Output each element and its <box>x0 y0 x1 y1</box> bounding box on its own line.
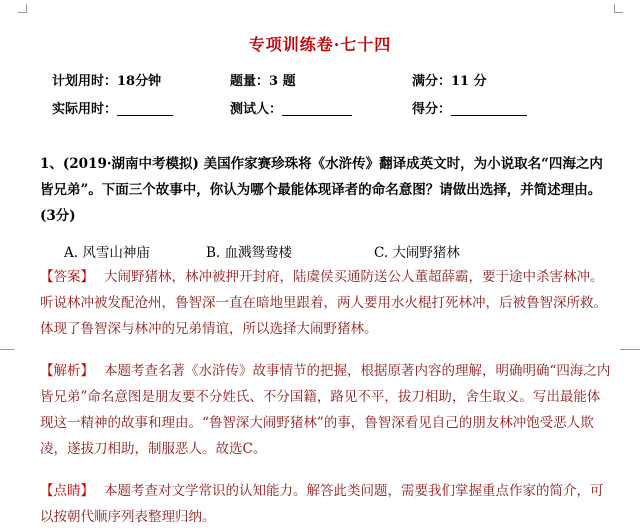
answer-block <box>40 264 612 342</box>
actual-time-label: 实际用时： <box>52 102 118 117</box>
answer-tag: 【答案】 <box>40 269 94 285</box>
corner-mark-top-left <box>18 4 27 13</box>
option-b: B. 血溅鸳鸯楼 <box>206 245 293 261</box>
score-field <box>412 98 527 117</box>
corner-mark-top-right <box>614 4 623 13</box>
option-c: C. 大闹野猪林 <box>374 245 460 261</box>
comment-tag: 【点睛】 <box>40 483 94 499</box>
score-label: 得分： <box>412 102 452 117</box>
question-count: 题量：3 题 <box>230 74 296 89</box>
full-score: 满分：11 分 <box>412 74 487 89</box>
tester-blank <box>282 101 352 116</box>
margin-mark-left <box>0 349 14 350</box>
document-title: 专项训练卷·七十四 <box>248 35 392 54</box>
question-text: 1、(2019·湖南中考模拟) 美国作家赛珍珠将《水浒传》翻译成英文时，为小说取名“四海之内皆兄弟”。下面三个故事中，你认为哪个最能体现译者的命名意图？请做出选择，并简述理由。(3分) <box>40 156 603 224</box>
actual-time-field <box>52 98 173 117</box>
option-a: A. 风雪山神庙 <box>64 245 150 261</box>
tester-field <box>230 98 352 117</box>
analysis-tag: 【解析】 <box>40 363 94 379</box>
plan-time: 计划用时：18分钟 <box>52 74 162 89</box>
margin-mark-right <box>620 349 640 350</box>
analysis-text: 本题考查名著《水浒传》故事情节的把握，根据原著内容的理解，明确明确“四海之内皆兄弟”命名意图是朋友要不分姓氏、不分国籍，路见不平，拔刀相助，舍生取义。写出最能体现这一精神的故事和理由。“鲁智深大闹野猪林”的事，鲁智深看见自己的朋友林冲饱受恶人欺凌，遂拔刀相助，制服恶人。故选C。 <box>40 363 611 457</box>
actual-time-blank <box>117 101 173 116</box>
tester-label: 测试人： <box>230 102 283 117</box>
analysis-block <box>40 358 612 462</box>
score-blank <box>451 101 527 116</box>
answer-text: 大闹野猪林，林冲被押开封府，陆虞侯买通防送公人董超薛霸，要于途中杀害林冲。听说林冲被发配沧州，鲁智深一直在暗地里跟着，两人要用水火棍打死林冲，后被鲁智深所救。体现了鲁智深与林冲的兄弟情谊，所以选择大闹野猪林。 <box>40 269 607 337</box>
comment-block <box>40 478 612 530</box>
comment-text: 本题考查对文学常识的认知能力。解答此类问题，需要我们掌握重点作家的简介，可以按朝代顺序列表整理归纳。 <box>40 483 604 525</box>
